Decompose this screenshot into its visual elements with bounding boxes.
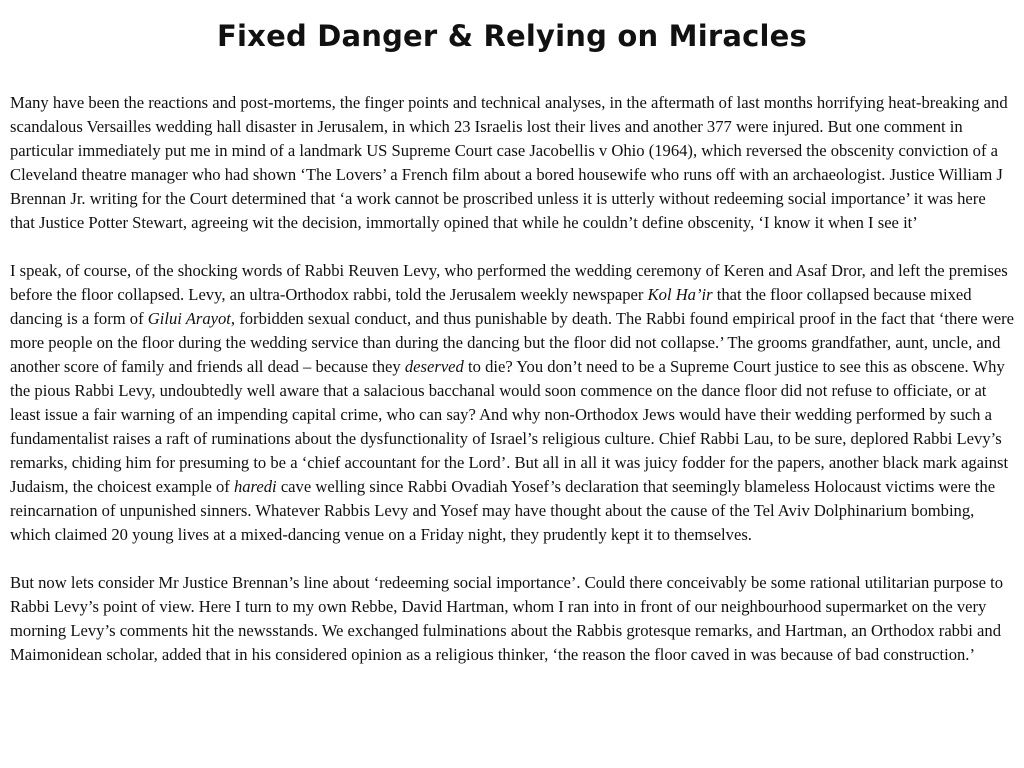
hebrew-term: Gilui Arayot bbox=[147, 309, 231, 328]
article-body bbox=[10, 91, 1014, 667]
paragraph-2-text: to die? You don’t need to be a Supreme Court justice to see this as obscene. Why the pious Rabbi Levy, undoubtedly well aware that a salacious bacchanal would soon commence on the dance floor did not refuse to officiate, or at least issue a fair warning of an impending capital crime, who can say? And why non-Orthodox Jews would have their wedding performed by such a fundamentalist raises a raft of ruminations about the dysfunctionality of Israel’s religious culture. Chief Rabbi Lau, to be sure, deplored Rabbi Levy’s remarks, chiding him for presuming to be a ‘chief accountant for the Lord’. But all in all it was juicy fodder for the papers, another black mark against Judaism, the choicest example of bbox=[10, 357, 1009, 496]
paragraph-2 bbox=[10, 259, 1014, 547]
emphasis-word: deserved bbox=[404, 357, 464, 376]
paragraph-2-text: cave welling since Rabbi Ovadiah Yosef’s declaration that seemingly blameless Holocaust victims were the reincarnation of unpunished sinners. Whatever Rabbis Levy and Yosef may have thought about the cause of the Tel Aviv Dolphinarium bombing, which claimed 20 young lives at a mixed-dancing venue on a Friday night, they prudently kept it to themselves. bbox=[10, 477, 996, 544]
paragraph-2-text: that the floor collapsed because mixed dancing is a form of bbox=[10, 285, 972, 328]
newspaper-name: Kol Ha’ir bbox=[647, 285, 713, 304]
paragraph-3: But now lets consider Mr Justice Brennan’s line about ‘redeeming social importance’. Could there conceivably be some rational utilitarian purpose to Rabbi Levy’s point of view. Here I turn to my own Rebbe, David Hartman, whom I ran into in front of our neighbourhood supermarket on the very morning Levy’s comments hit the newsstands. We exchanged fulminations about the Rabbis grotesque remarks, and Hartman, an Orthodox rabbi and Maimonidean scholar, added that in his considered opinion as a religious thinker, ‘the reason the floor caved in was because of bad construction.’ bbox=[10, 573, 1004, 664]
paragraph-2-text: , forbidden sexual conduct, and thus punishable by death. The Rabbi found empirical proof in the fact that ‘there were more people on the floor during the wedding service than during the dancing but the floor did not collapse.’ The grooms grandfather, aunt, uncle, and another score of family and friends all dead – because they bbox=[10, 309, 1014, 376]
paragraph-1: Many have been the reactions and post-mortems, the finger points and technical analyses, in the aftermath of last months horrifying heat-breaking and scandalous Versailles wedding hall disaster in Jerusalem, in which 23 Israelis lost their lives and another 377 were injured. But one comment in particular immediately put me in mind of a landmark US Supreme Court case Jacobellis v Ohio (1964), which reversed the obscenity conviction of a Cleveland theatre manager who had shown ‘The Lovers’ a French film about a bored housewife who runs off with an archaeologist. Justice William J Brennan Jr. writing for the Court determined that ‘a work cannot be proscribed unless it is utterly without redeeming social importance’ it was here that Justice Potter Stewart, agreeing wit the decision, immortally opined that while he couldn’t define obscenity, ‘I know it when I see it’ bbox=[10, 93, 1008, 232]
paragraph-2-text: I speak, of course, of the shocking words of Rabbi Reuven Levy, who performed the wedding ceremony of Keren and Asaf Dror, and left the premises before the floor collapsed. Levy, an ultra-Orthodox rabbi, told the Jerusalem weekly newspaper bbox=[10, 261, 1008, 304]
page-title: Fixed Danger & Relying on Miracles bbox=[217, 19, 807, 53]
hebrew-term: haredi bbox=[233, 477, 277, 496]
